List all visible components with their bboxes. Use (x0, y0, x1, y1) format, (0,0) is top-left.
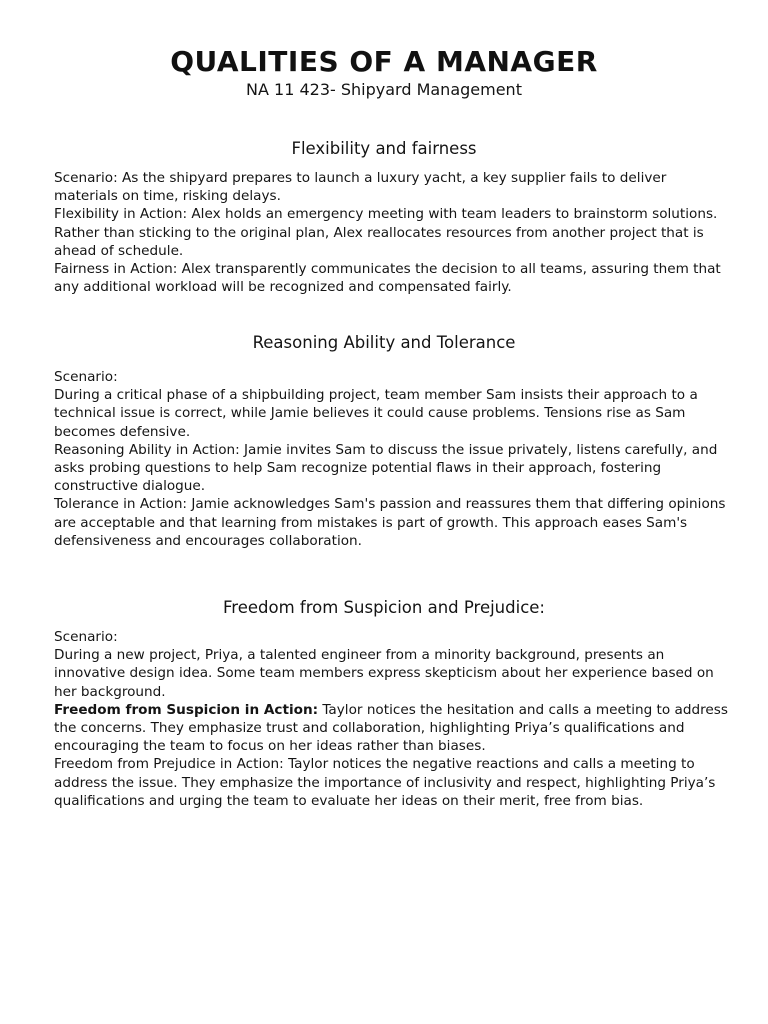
paragraph-freedom-from-prejudice: Freedom from Prejudice in Action: Taylor notices the negative reactions and calls a meeting to address the issue. They emphasize the importance of inclusivity and respect, highlighting Priya’s qualifications and urging the team to evaluate her ideas on their merit, free from bias. (54, 756, 716, 809)
section-heading-flexibility: Flexibility and fairness (291, 139, 477, 158)
section-body-flexibility (54, 169, 734, 296)
paragraph-scenario-label: Scenario: (54, 369, 118, 385)
paragraph-scenario: During a critical phase of a shipbuilding project, team member Sam insists their approach to a technical issue is correct, while Jamie believes it could cause problems. Tensions rise as Sam becomes defensive. (54, 387, 698, 440)
paragraph-tolerance-in-action: Tolerance in Action: Jamie acknowledges Sam's passion and reassures them that differing opinions are acceptable and that learning from mistakes is part of growth. This approach eases Sam's defensiveness and encourages collaboration. (54, 496, 726, 549)
document-title: QUALITIES OF A MANAGER (170, 45, 598, 78)
section-heading-freedom: Freedom from Suspicion and Prejudice: (223, 598, 545, 617)
paragraph-freedom-from-suspicion (54, 701, 734, 756)
paragraph-reasoning-in-action: Reasoning Ability in Action: Jamie invites Sam to discuss the issue privately, listens carefully, and asks probing questions to help Sam recognize potential flaws in their approach, fostering constructive dialogue. (54, 441, 718, 495)
paragraph-scenario: Scenario: As the shipyard prepares to launch a luxury yacht, a key supplier fails to deliver materials on time, risking delays. (54, 170, 667, 205)
bold-lead-text: Freedom from Suspicion in Action: (54, 701, 319, 718)
section-heading-reasoning: Reasoning Ability and Tolerance (252, 333, 516, 352)
section-body-reasoning (54, 368, 734, 550)
paragraph-fairness-in-action: Fairness in Action: Alex transparently communicates the decision to all teams, assuring them that any additional workload will be recognized and compensated fairly. (54, 261, 721, 296)
paragraph-scenario: During a new project, Priya, a talented engineer from a minority background, presents an innovative design idea. Some team members express skepticism about her experience based on her background. (54, 647, 714, 700)
paragraph-scenario-label: Scenario: (54, 629, 118, 645)
paragraph-flexibility-in-action: Flexibility in Action: Alex holds an emergency meeting with team leaders to brainstorm solutions. Rather than sticking to the original plan, Alex reallocates resources from another project that is ahead of schedule. (54, 206, 718, 259)
section-body-freedom (54, 628, 734, 810)
paragraph-text: Taylor notices the hesitation and calls a meeting to address the concerns. They emphasize trust and collaboration, highlighting Priya’s qualifications and encouraging the team to focus on her ideas rather than biases. (54, 701, 728, 755)
document-subtitle: NA 11 423- Shipyard Management (246, 80, 522, 99)
